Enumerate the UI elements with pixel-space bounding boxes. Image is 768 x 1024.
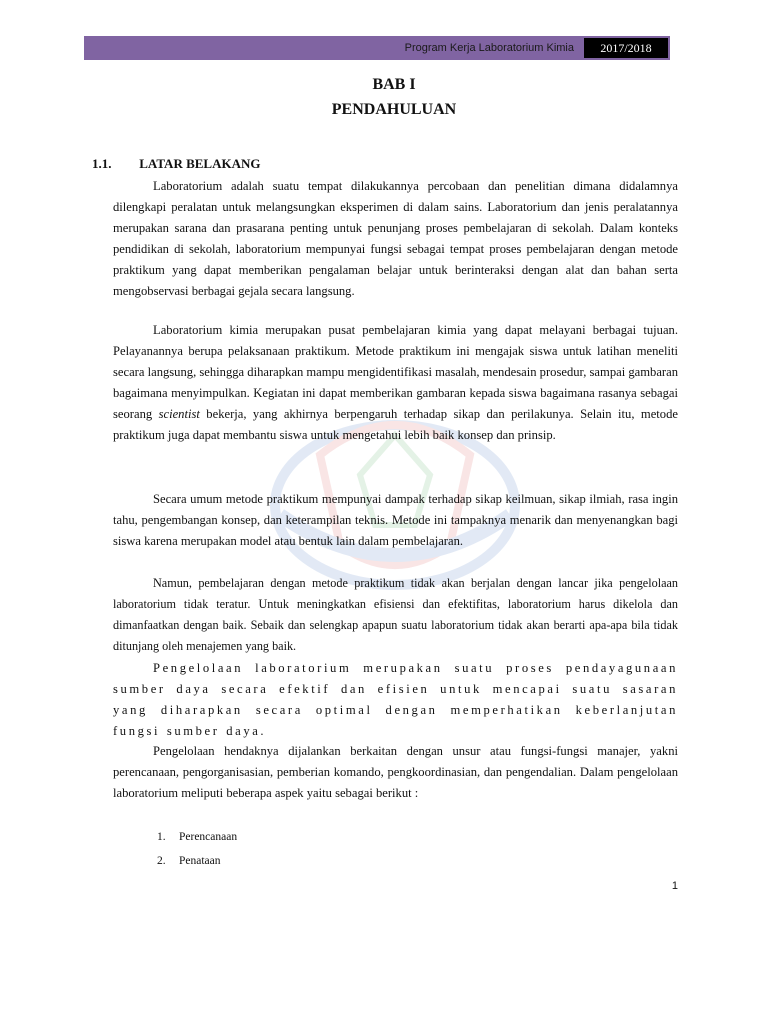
page-header-bar (84, 36, 670, 60)
header-title: Program Kerja Laboratorium Kimia (404, 42, 574, 54)
paragraph-1: Laboratorium adalah suatu tempat dilakukannya percobaan dan penelitian dimana didalamnya dilengkapi peralatan untuk melangsungkan eksperimen di dalam sains. Laboratorium dan jenis peralatannya merupakan sarana dan prasarana penting untuk penunjang proses pembelajaran di sekolah. Dalam konteks pendidikan di sekolah, laboratorium mempunyai fungsi sebagai tempat proses pembelajaran dengan metode praktikum yang dapat memberikan pengalaman belajar untuk berinteraksi dengan alat dan bahan serta mengobservasi berbagai gejala secara langsung. (113, 179, 678, 298)
chapter-title: PENDAHULUAN (331, 101, 457, 118)
list-item: 1. Perencanaan (157, 831, 238, 843)
list-item: 2. Penataan (157, 855, 221, 867)
page-number: 1 (671, 880, 678, 892)
aspect-list (157, 826, 237, 874)
section-title: LATAR BELAKANG (139, 156, 261, 171)
header-year-badge: 2017/2018 (584, 38, 668, 58)
paragraph-3: Secara umum metode praktikum mempunyai dampak terhadap sikap keilmuan, sikap ilmiah, rasa ingin tahu, pengembangan konsep, dan keterampilan teknis. Metode ini tampaknya menarik dan menyenangkan bagi siswa karena merupakan model atau bentuk lain dalam pembelajaran. (113, 492, 678, 548)
paragraph-2-text-a: Laboratorium kimia merupakan pusat pembelajaran kimia yang dapat melayani berbagai tujuan. Pelayanannya berupa pelaksanaan praktikum. Metode praktikum ini mengajak siswa untuk latihan meneliti secara langsung, sehingga diharapkan mampu mengidentifikasi masalah, mendesain prosedur, sampai gambaran bagaimana menyimpulkan. Kegiatan ini dapat memberikan gambaran kepada siswa bagaimana rasanya sebagai seorang (113, 323, 678, 421)
section-number: 1.1. (92, 156, 112, 171)
paragraph-2 (113, 320, 678, 445)
paragraph-4 (113, 573, 678, 657)
paragraph-4-text-b: Untuk meningkatkan efisiensi dan efektifitas, laboratorium harus dikelola dan dimanfaatkan dengan baik. Sebaik dan selengkap apapun suatu laboratorium tidak akan berarti apa-apa bila tidak ditunjang oleh menajemen yang baik. (113, 596, 679, 653)
paragraph-5: Pengelolaan laboratorium merupakan suatu proses pendayagunaan sumber daya secara efektif dan efisien untuk mencapai suatu sasaran yang diharapkan secara optimal dengan memperhatikan keberlanjutan fungsi sumber daya. (113, 661, 678, 738)
paragraph-6: Pengelolaan hendaknya dijalankan berkaitan dengan unsur atau fungsi-fungsi manajer, yakni perencanaan, pengorganisasian, pemberian komando, pengkoordinasian, dan pengendalian. Dalam pengelolaan laboratorium meliputi beberapa aspek yaitu sebagai berikut : (113, 744, 678, 800)
paragraph-2-italic-term: scientist (158, 406, 200, 421)
paragraph-2-text-b: bekerja, yang akhirnya berpengaruh terhadap sikap dan perilakunya. Selain itu, metode praktikum juga dapat membantu siswa untuk mengetahui lebih baik konsep dan prinsip. (113, 406, 678, 442)
paragraph-4-text-a: Namun, pembelajaran dengan metode praktikum tidak akan berjalan dengan lancar jika pengelolaan laboratorium tidak teratur. (113, 576, 678, 611)
section-heading (92, 156, 260, 172)
chapter-number: BAB I (372, 76, 416, 93)
